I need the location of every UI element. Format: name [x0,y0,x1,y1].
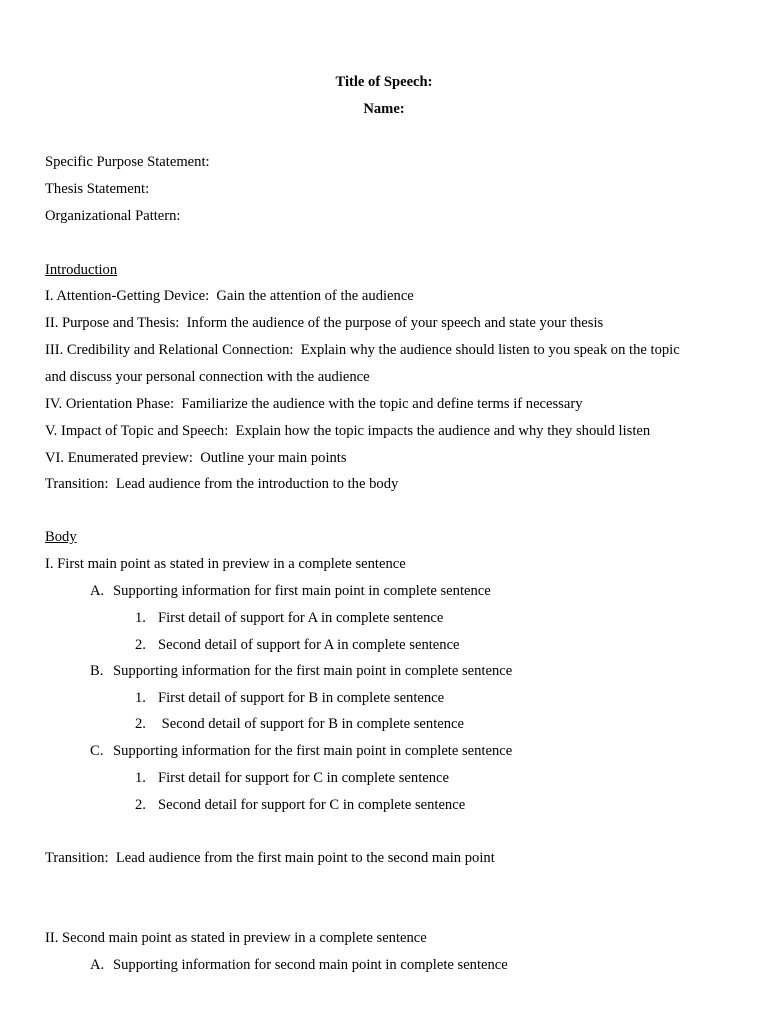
speech-title-label: Title of Speech: [335,74,433,90]
list-marker: 1. [135,610,146,626]
list-text: Supporting information for the first main point in complete sentence [113,663,513,679]
detail-a1 [135,609,443,627]
introduction-heading: Introduction [45,262,118,278]
list-marker: B. [90,663,104,679]
sub-point-a [90,582,491,600]
list-marker: 2. [135,797,146,813]
thesis-label: Thesis Statement: [45,181,150,197]
intro-item-purpose: II. Purpose and Thesis: Inform the audience of the purpose of your speech and state your thesis [45,315,604,331]
list-marker: A. [90,957,105,973]
list-text: Second detail for support for C in complete sentence [158,797,466,813]
list-text: Supporting information for second main point in complete sentence [113,957,508,973]
name-label: Name: [363,101,405,117]
intro-item-impact: V. Impact of Topic and Speech: Explain how the topic impacts the audience and why they should listen [45,423,651,439]
main-point-1: I. First main point as stated in preview in a complete sentence [45,556,406,572]
list-text: Supporting information for the first main point in complete sentence [113,743,513,759]
sub-point-c [90,742,512,760]
list-marker: 2. [135,716,146,732]
detail-a2 [135,636,460,654]
list-marker: 1. [135,690,146,706]
list-text: Supporting information for first main point in complete sentence [113,583,491,599]
list-marker: 1. [135,770,146,786]
list-marker: C. [90,743,104,759]
main2-sub-point-a [90,956,508,974]
intro-item-credibility: III. Credibility and Relational Connection: Explain why the audience should listen to you speak on the topic [45,342,680,358]
list-text: Second detail of support for B in complete sentence [158,716,464,732]
list-text: First detail for support for C in complete sentence [158,770,449,786]
list-text: Second detail of support for A in complete sentence [158,637,460,653]
main-point-2: II. Second main point as stated in preview in a complete sentence [45,930,427,946]
organizational-pattern-label: Organizational Pattern: [45,208,181,224]
body-transition-1: Transition: Lead audience from the first main point to the second main point [45,850,495,866]
intro-item-preview: VI. Enumerated preview: Outline your main points [45,450,347,466]
detail-b2 [135,715,464,733]
intro-transition: Transition: Lead audience from the introduction to the body [45,476,399,492]
body-heading: Body [45,529,77,545]
specific-purpose-label: Specific Purpose Statement: [45,154,210,170]
intro-item-attention: I. Attention-Getting Device: Gain the attention of the audience [45,288,414,304]
sub-point-b [90,662,512,680]
list-marker: 2. [135,637,146,653]
list-text: First detail of support for A in complete sentence [158,610,444,626]
intro-item-orientation: IV. Orientation Phase: Familiarize the audience with the topic and define terms if necessary [45,396,583,412]
list-text: First detail of support for B in complete sentence [158,690,445,706]
list-marker: A. [90,583,105,599]
detail-b1 [135,689,444,707]
detail-c1 [135,769,449,787]
detail-c2 [135,796,465,814]
intro-item-credibility-cont: and discuss your personal connection with the audience [45,369,370,385]
